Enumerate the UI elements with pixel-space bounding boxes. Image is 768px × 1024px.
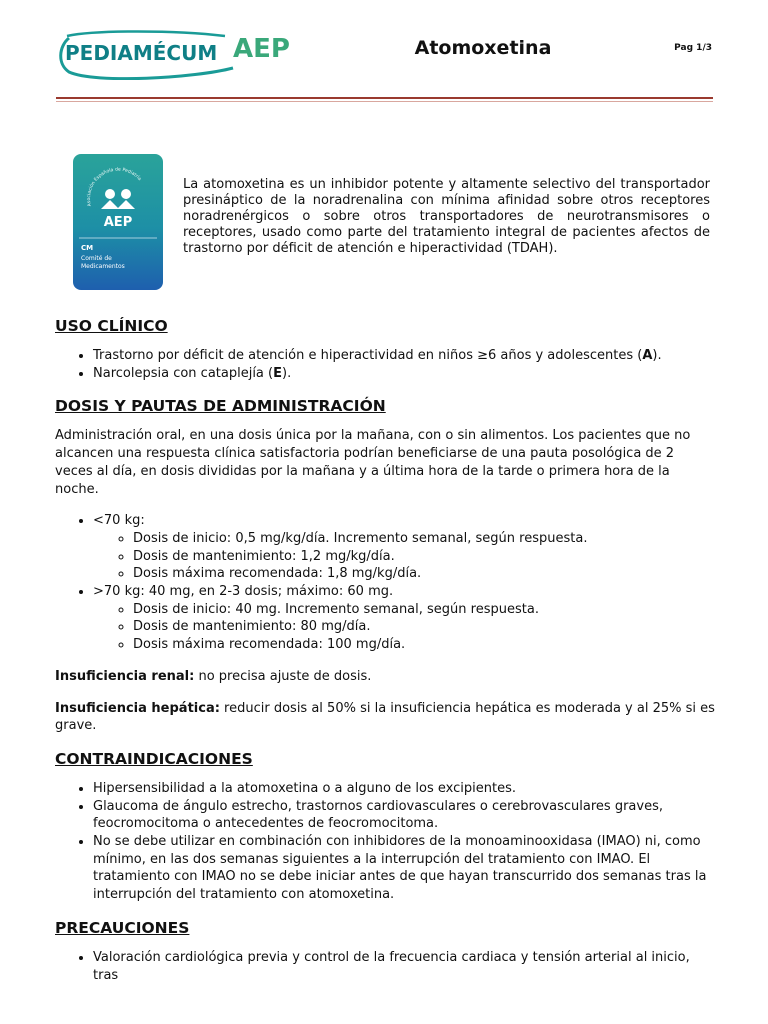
section-heading-dosis: DOSIS Y PAUTAS DE ADMINISTRACIÓN xyxy=(55,397,386,416)
header-rule xyxy=(56,97,713,99)
list-item: ◦ Dosis de inicio: 40 mg. Incremento semanal, según respuesta. xyxy=(133,601,715,619)
list-item: • >70 kg: 40 mg, en 2-3 dosis; máximo: 60 mg. ◦ Dosis de inicio: 40 mg. Incremento semanal, según respuesta. ◦ Dosis de mantenimiento: 80 mg/día. ◦ Dosis máxima recomendada: 100 mg/día. xyxy=(93,583,715,654)
uso-clinico-list xyxy=(55,347,715,382)
precauciones-list xyxy=(55,949,715,984)
list-item: ◦ Dosis máxima recomendada: 1,8 mg/kg/día. xyxy=(133,565,715,583)
section-heading-precauciones: PRECAUCIONES xyxy=(55,918,190,937)
list-item: • No se debe utilizar en combinación con inhibidores de la monoaminooxidasa (IMAO) ni, como mínimo, en las dos semanas siguientes a la interrupción del tratamiento con IMAO. El tratamiento con IMAO no se debe iniciar antes de que hayan transcurrido dos semanas tras la interrupción del tratamiento con atomoxetina. xyxy=(93,833,715,904)
contraindicaciones-list xyxy=(55,780,715,904)
section-heading-uso-clinico: USO CLÍNICO xyxy=(55,317,168,335)
badge-org: AEP xyxy=(103,215,133,230)
list-item: • Valoración cardiológica previa y control de la frecuencia cardiaca y tensión arterial al inicio, tras xyxy=(93,949,715,984)
list-item: ◦ Dosis máxima recomendada: 100 mg/día. xyxy=(133,636,715,654)
badge-arc-text: Asociación Española de Pediatría xyxy=(86,167,142,207)
pediamecum-logo xyxy=(55,28,300,80)
badge-cm: CM xyxy=(81,244,94,252)
sub-list xyxy=(93,530,715,583)
dosis-list xyxy=(55,512,715,654)
renal-paragraph: Insuficiencia renal: no precisa ajuste de dosis. xyxy=(55,668,372,684)
logo-suffix: AEP xyxy=(233,34,290,64)
list-item: • <70 kg: ◦ Dosis de inicio: 0,5 mg/kg/día. Incremento semanal, según respuesta. ◦ Dosis de mantenimiento: 1,2 mg/kg/día. ◦ Dosis máxima recomendada: 1,8 mg/kg/día. xyxy=(93,512,715,583)
list-item: • Glaucoma de ángulo estrecho, trastornos cardiovasculares o cerebrovasculares graves, feocromocitoma o antecedentes de feocromocitoma. xyxy=(93,798,715,833)
main-content xyxy=(55,316,715,998)
dosis-paragraph: Administración oral, en una dosis única por la mañana, con o sin alimentos. Los pacientes que no alcancen una respuesta clínica satisfactoria podrían beneficiarse de una pauta posológica de 2 veces al día, en dosis divididas por la mañana y a última hora de la tarde o primera hora de la noche. xyxy=(55,428,691,497)
list-item: ◦ Dosis de mantenimiento: 1,2 mg/kg/día. xyxy=(133,548,715,566)
list-item: • Hipersensibilidad a la atomoxetina o a alguno de los excipientes. xyxy=(93,780,715,798)
badge-line1: Comité de xyxy=(81,255,112,262)
list-item: ◦ Dosis de mantenimiento: 80 mg/día. xyxy=(133,618,715,636)
aep-cm-badge xyxy=(73,154,163,290)
sub-list xyxy=(93,601,715,654)
hepatic-paragraph: Insuficiencia hepática: reducir dosis al 50% si la insuficiencia hepática es moderada y al 25% si es grave. xyxy=(55,700,715,734)
document-title: Atomoxetina xyxy=(414,37,552,59)
list-item: ◦ Dosis de inicio: 0,5 mg/kg/día. Incremento semanal, según respuesta. xyxy=(133,530,715,548)
section-heading-contraindicaciones: CONTRAINDICACIONES xyxy=(55,749,253,768)
page-header xyxy=(0,0,768,110)
header-rule-thin xyxy=(56,101,713,102)
list-item: • Trastorno por déficit de atención e hiperactividad en niños ≥6 años y adolescentes (A). xyxy=(93,347,715,365)
badge-line2: Medicamentos xyxy=(81,263,125,270)
intro-paragraph: La atomoxetina es un inhibidor potente y altamente selectivo del transportador presináptico de la noradrenalina con mínima afinidad sobre otros receptores noradrenérgicos o sobre otros transportadores de neurotransmisores o receptores, usado como parte del tratamiento integral de pacientes afectos de trastorno por déficit de atención e hiperactividad (TDAH). xyxy=(183,177,710,256)
list-item: • Narcolepsia con cataplejía (E). xyxy=(93,365,715,383)
page-number: Pag 1/3 xyxy=(674,43,712,53)
logo-text: PEDIAMÉCUM xyxy=(65,41,218,65)
